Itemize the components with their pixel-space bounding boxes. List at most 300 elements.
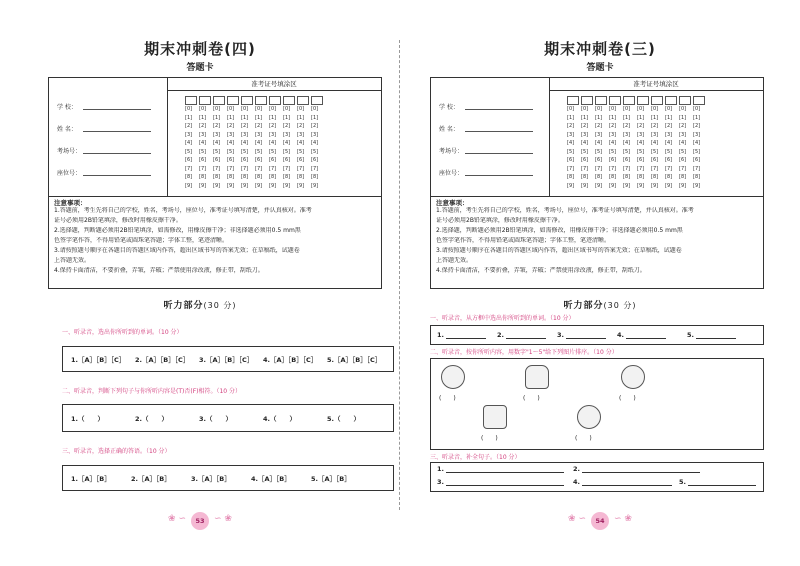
admit-number-column[interactable] [213,96,227,190]
q3-answer-4[interactable]: 4.［A］［B］ [251,475,291,483]
seat-field[interactable] [465,175,533,176]
digit-bubble[interactable]: [7] [595,165,603,172]
admit-number-column[interactable] [679,96,693,190]
digit-bubble[interactable]: [3] [311,131,319,138]
admit-number-column[interactable] [255,96,269,190]
picture-5-paren[interactable]: ( ) [575,435,592,442]
digit-bubble[interactable]: [7] [651,165,659,172]
digit-bubble[interactable]: [8] [665,174,673,180]
digit-bubble[interactable]: [1] [297,114,305,121]
admit-number-column[interactable] [693,96,707,190]
digit-bubble[interactable]: [3] [567,131,575,138]
digit-bubble[interactable]: [6] [637,157,645,163]
digit-bubble[interactable]: [7] [199,165,207,172]
digit-bubble[interactable]: [7] [623,165,631,172]
digit-bubble[interactable]: [1] [241,114,249,121]
digit-bubble[interactable]: [1] [255,114,263,121]
digit-bubble[interactable]: [8] [651,174,659,180]
q1-answer-5[interactable]: 5.［A］［B］［C］ [327,356,382,364]
admit-number-write-box[interactable] [283,96,295,105]
q1-answer-1[interactable]: 1.［A］［B］［C］ [71,356,126,364]
digit-bubble[interactable]: [4] [693,140,701,146]
digit-bubble[interactable]: [1] [623,114,631,121]
digit-bubble[interactable]: [5] [637,148,645,155]
digit-bubble[interactable]: [4] [651,140,659,146]
digit-bubble[interactable]: [1] [679,114,687,121]
digit-bubble[interactable]: [5] [679,148,687,155]
digit-bubble[interactable]: [8] [679,174,687,180]
q3-blank-1[interactable] [446,472,564,473]
q2-answer-5[interactable]: 5.（ ） [327,415,360,423]
admit-number-column[interactable] [283,96,297,190]
admit-number-write-box[interactable] [185,96,197,105]
digit-bubble[interactable]: [2] [227,123,235,129]
admit-number-write-box[interactable] [679,96,691,105]
admit-number-write-box[interactable] [637,96,649,105]
digit-bubble[interactable]: [0] [241,106,249,112]
digit-bubble[interactable]: [0] [595,106,603,112]
digit-bubble[interactable]: [5] [269,148,277,155]
digit-bubble[interactable]: [1] [637,114,645,121]
digit-bubble[interactable]: [7] [241,165,249,172]
q2-answer-1[interactable]: 1.（ ） [71,415,104,423]
digit-bubble[interactable]: [2] [241,123,249,129]
digit-bubble[interactable]: [6] [283,157,291,163]
digit-bubble[interactable]: [6] [199,157,207,163]
admit-number-column[interactable] [637,96,651,190]
digit-bubble[interactable]: [9] [213,182,221,189]
admit-number-write-box[interactable] [297,96,309,105]
digit-bubble[interactable]: [9] [241,182,249,189]
digit-bubble[interactable]: [5] [623,148,631,155]
digit-bubble[interactable]: [6] [227,157,235,163]
digit-bubble[interactable]: [6] [679,157,687,163]
question-3-title: 三、听录音，选择正确的答语。（10 分） [62,448,171,455]
digit-bubble[interactable]: [9] [269,182,277,189]
digit-bubble[interactable]: [8] [693,174,701,180]
digit-bubble[interactable]: [7] [297,165,305,172]
q3-blank-5[interactable] [688,485,756,486]
digit-bubble[interactable]: [8] [311,174,319,180]
digit-bubble[interactable]: [0] [581,106,589,112]
admit-number-title: 准考证号填涂区 [167,78,381,91]
picture-4-icon [483,405,507,429]
digit-bubble[interactable]: [5] [241,148,249,155]
digit-bubble[interactable]: [2] [637,123,645,129]
admit-number-write-box[interactable] [241,96,253,105]
question-3-title: 三、听录音，补全句子。（10 分） [430,454,521,461]
admit-number-write-box[interactable] [609,96,621,105]
digit-bubble[interactable]: [9] [679,182,687,189]
exam-room-field[interactable] [83,153,151,154]
digit-bubble[interactable]: [7] [679,165,687,172]
digit-bubble[interactable]: [7] [269,165,277,172]
digit-bubble[interactable]: [8] [227,174,235,180]
digit-bubble[interactable]: [1] [283,114,291,121]
digit-bubble[interactable]: [6] [693,157,701,163]
q1-answer-4[interactable]: 4.［A］［B］［C］ [263,356,318,364]
notice-box [48,195,382,289]
digit-bubble[interactable]: [8] [269,174,277,180]
name-field[interactable] [465,131,533,132]
digit-bubble[interactable]: [2] [567,123,575,129]
digit-bubble[interactable]: [6] [581,157,589,163]
digit-bubble[interactable]: [3] [665,131,673,138]
digit-bubble[interactable]: [5] [567,148,575,155]
digit-bubble[interactable]: [9] [637,182,645,189]
digit-bubble[interactable]: [3] [255,131,263,138]
digit-bubble[interactable]: [2] [651,123,659,129]
q1-answer-2: 2. [497,331,504,339]
digit-bubble[interactable]: [5] [227,148,235,155]
digit-bubble[interactable]: [0] [693,106,701,112]
question-2-title: 二、听录音，按你所听内容，用数字"1～5"给下列图片排序。（10 分） [430,349,618,356]
digit-bubble[interactable]: [8] [609,174,617,180]
name-field[interactable] [83,131,151,132]
digit-bubble[interactable]: [1] [567,114,575,121]
q1-answer-2[interactable]: 2.［A］［B］［C］ [135,356,190,364]
q1-blank-3[interactable] [566,338,606,339]
admit-number-column[interactable] [199,96,213,190]
digit-bubble[interactable]: [0] [283,106,291,112]
digit-bubble[interactable]: [0] [609,106,617,112]
digit-bubble[interactable]: [1] [227,114,235,121]
q1-answer-4: 4. [617,331,624,339]
digit-bubble[interactable]: [0] [665,106,673,112]
digit-bubble[interactable]: [5] [665,148,673,155]
digit-bubble[interactable]: [3] [651,131,659,138]
digit-bubble[interactable]: [5] [199,148,207,155]
digit-bubble[interactable]: [0] [255,106,263,112]
digit-bubble[interactable]: [2] [693,123,701,129]
admit-number-column[interactable] [185,96,199,190]
page-number-flower: 54 [591,512,609,530]
admit-number-write-box[interactable] [595,96,607,105]
picture-2-icon [525,365,549,389]
digit-bubble[interactable]: [0] [679,106,687,112]
admit-number-column[interactable] [269,96,283,190]
digit-bubble[interactable]: [0] [269,106,277,112]
digit-bubble[interactable]: [5] [185,148,193,155]
q2-answer-4[interactable]: 4.（ ） [263,415,296,423]
digit-bubble[interactable]: [7] [693,165,701,172]
q3-blank-4[interactable] [582,485,672,486]
digit-bubble[interactable]: [6] [241,157,249,163]
digit-bubble[interactable]: [6] [567,157,575,163]
exam-room-field[interactable] [465,153,533,154]
digit-bubble[interactable]: [2] [213,123,221,129]
admit-number-write-box[interactable] [213,96,225,105]
digit-bubble[interactable]: [8] [255,174,263,180]
q3-blank-3[interactable] [446,485,564,486]
digit-bubble[interactable]: [0] [227,106,235,112]
seat-field[interactable] [83,175,151,176]
digit-bubble[interactable]: [6] [609,157,617,163]
digit-bubble[interactable]: [8] [241,174,249,180]
page-title: 期末冲刺卷(四) [144,40,256,58]
digit-bubble[interactable]: [5] [283,148,291,155]
digit-bubble[interactable]: [3] [199,131,207,138]
digit-bubble[interactable]: [6] [311,157,319,163]
digit-bubble[interactable]: [9] [651,182,659,189]
digit-bubble[interactable]: [7] [185,165,193,172]
digit-bubble[interactable]: [4] [581,140,589,146]
page-number: ❀ ∽ 54 ∽ ❀ [400,508,800,530]
admit-number-write-box[interactable] [227,96,239,105]
digit-bubble[interactable]: [0] [185,106,193,112]
q1-answer-3[interactable]: 3.［A］［B］［C］ [199,356,254,364]
page-number-flower: 53 [191,512,209,530]
q2-answer-3[interactable]: 3.（ ） [199,415,232,423]
digit-bubble[interactable]: [3] [609,131,617,138]
digit-bubble[interactable]: [4] [283,140,291,146]
q2-answer-2[interactable]: 2.（ ） [135,415,168,423]
digit-bubble[interactable]: [7] [213,165,221,172]
digit-bubble[interactable]: [2] [581,123,589,129]
digit-bubble[interactable]: [5] [297,148,305,155]
digit-bubble[interactable]: [3] [679,131,687,138]
digit-bubble[interactable]: [4] [665,140,673,146]
q1-blank-2[interactable] [506,338,546,339]
admit-number-column[interactable] [665,96,679,190]
digit-bubble[interactable]: [1] [213,114,221,121]
digit-bubble[interactable]: [8] [637,174,645,180]
admit-number-column[interactable] [241,96,255,190]
digit-bubble[interactable]: [3] [595,131,603,138]
digit-bubble[interactable]: [4] [255,140,263,146]
digit-bubble[interactable]: [7] [637,165,645,172]
digit-bubble[interactable]: [4] [637,140,645,146]
digit-bubble[interactable]: [5] [311,148,319,155]
digit-bubble[interactable]: [2] [283,123,291,129]
digit-bubble[interactable]: [9] [595,182,603,189]
q3-answer-2: 2. [573,465,580,473]
digit-bubble[interactable]: [8] [199,174,207,180]
admit-number-write-box[interactable] [199,96,211,105]
digit-bubble[interactable]: [4] [623,140,631,146]
digit-bubble[interactable]: [5] [651,148,659,155]
picture-4-paren[interactable]: ( ) [481,435,498,442]
notice-box [430,195,764,289]
digit-bubble[interactable]: [0] [623,106,631,112]
picture-3-paren[interactable]: ( ) [619,395,636,402]
notice-line: 3.请按照题号顺序在各题目的答题区域内作答，超出区域书写的答案无效；在草稿纸，试题卷 [54,247,300,254]
digit-bubble[interactable]: [4] [241,140,249,146]
digit-bubble[interactable]: [5] [609,148,617,155]
q3-answer-5[interactable]: 5.［A］［B］ [311,475,351,483]
digit-bubble[interactable]: [3] [693,131,701,138]
digit-bubble[interactable]: [3] [269,131,277,138]
digit-bubble[interactable]: [5] [213,148,221,155]
digit-bubble[interactable]: [4] [297,140,305,146]
digit-bubble[interactable]: [8] [623,174,631,180]
digit-bubble[interactable]: [4] [311,140,319,146]
admit-number-write-box[interactable] [665,96,677,105]
digit-bubble[interactable]: [0] [297,106,305,112]
digit-bubble[interactable]: [3] [185,131,193,138]
digit-bubble[interactable]: [8] [581,174,589,180]
digit-bubble[interactable]: [2] [255,123,263,129]
digit-bubble[interactable]: [8] [297,174,305,180]
admit-number-write-box[interactable] [567,96,579,105]
picture-2-paren[interactable]: ( ) [523,395,540,402]
digit-bubble[interactable]: [2] [297,123,305,129]
digit-bubble[interactable]: [1] [185,114,193,121]
digit-bubble[interactable]: [4] [595,140,603,146]
digit-bubble[interactable]: [4] [213,140,221,146]
q1-blank-5[interactable] [696,338,736,339]
digit-bubble[interactable]: [8] [283,174,291,180]
digit-bubble[interactable]: [6] [651,157,659,163]
digit-bubble[interactable]: [2] [199,123,207,129]
digit-bubble[interactable]: [7] [283,165,291,172]
digit-bubble[interactable]: [6] [297,157,305,163]
digit-bubble[interactable]: [7] [609,165,617,172]
digit-bubble[interactable]: [6] [595,157,603,163]
digit-bubble[interactable]: [9] [609,182,617,189]
digit-bubble[interactable]: [3] [297,131,305,138]
digit-bubble[interactable]: [9] [623,182,631,189]
digit-bubble[interactable]: [6] [269,157,277,163]
digit-bubble[interactable]: [4] [185,140,193,146]
digit-bubble[interactable]: [1] [609,114,617,121]
admit-number-write-box[interactable] [255,96,267,105]
digit-bubble[interactable]: [1] [199,114,207,121]
q3-answer-1[interactable]: 1.［A］［B］ [71,475,111,483]
notice-line: 上答题无效。 [54,257,91,264]
digit-bubble[interactable]: [8] [595,174,603,180]
admit-number-write-box[interactable] [581,96,593,105]
digit-bubble[interactable]: [3] [227,131,235,138]
q1-blank-4[interactable] [626,338,666,339]
digit-bubble[interactable]: [3] [241,131,249,138]
picture-1-paren[interactable]: ( ) [439,395,456,402]
digit-bubble[interactable]: [7] [567,165,575,172]
admit-number-write-box[interactable] [651,96,663,105]
digit-bubble[interactable]: [9] [185,182,193,189]
digit-bubble[interactable]: [7] [665,165,673,172]
digit-bubble[interactable]: [1] [311,114,319,121]
notice-line: 4.保持卡面清洁，不要折叠，弄皱，弄破；严禁使用涂改液，修正带，刮纸刀。 [436,267,646,274]
digit-bubble[interactable]: [8] [213,174,221,180]
digit-bubble[interactable]: [4] [269,140,277,146]
admit-number-column[interactable] [623,96,637,190]
digit-bubble[interactable]: [3] [283,131,291,138]
digit-bubble[interactable]: [9] [199,182,207,189]
digit-bubble[interactable]: [9] [255,182,263,189]
digit-bubble[interactable]: [2] [665,123,673,129]
digit-bubble[interactable]: [7] [311,165,319,172]
digit-bubble[interactable]: [2] [595,123,603,129]
digit-bubble[interactable]: [5] [581,148,589,155]
digit-bubble[interactable]: [9] [665,182,673,189]
digit-bubble[interactable]: [8] [185,174,193,180]
admit-number-write-box[interactable] [269,96,281,105]
digit-bubble[interactable]: [0] [311,106,319,112]
digit-bubble[interactable]: [1] [595,114,603,121]
digit-bubble[interactable]: [4] [679,140,687,146]
admit-number-column[interactable] [609,96,623,190]
digit-bubble[interactable]: [5] [595,148,603,155]
digit-bubble[interactable]: [1] [651,114,659,121]
digit-bubble[interactable]: [3] [581,131,589,138]
digit-bubble[interactable]: [2] [623,123,631,129]
school-field[interactable] [83,109,151,110]
q3-blank-2[interactable] [582,472,700,473]
digit-bubble[interactable]: [0] [199,106,207,112]
digit-bubble[interactable]: [1] [693,114,701,121]
q3-answer-2[interactable]: 2.［A］［B］ [131,475,171,483]
admit-number-column[interactable] [651,96,665,190]
picture-3-icon [621,365,645,389]
notice-line: 上答题无效。 [436,257,473,264]
digit-bubble[interactable]: [1] [581,114,589,121]
digit-bubble[interactable]: [6] [255,157,263,163]
digit-bubble[interactable]: [9] [311,182,319,189]
digit-bubble[interactable]: [9] [297,182,305,189]
admit-number-write-box[interactable] [693,96,705,105]
digit-bubble[interactable]: [7] [227,165,235,172]
q1-blank-1[interactable] [446,338,486,339]
digit-bubble[interactable]: [5] [255,148,263,155]
digit-bubble[interactable]: [8] [567,174,575,180]
admit-number-column[interactable] [581,96,595,190]
admit-number-column[interactable] [567,96,581,190]
digit-bubble[interactable]: [4] [199,140,207,146]
digit-bubble[interactable]: [5] [693,148,701,155]
q3-answer-5: 5. [679,478,686,486]
digit-bubble[interactable]: [6] [213,157,221,163]
digit-bubble[interactable]: [9] [581,182,589,189]
digit-bubble[interactable]: [3] [213,131,221,138]
admit-number-column[interactable] [595,96,609,190]
admit-number-write-box[interactable] [623,96,635,105]
digit-bubble[interactable]: [9] [227,182,235,189]
admit-number-column[interactable] [297,96,311,190]
digit-bubble[interactable]: [6] [623,157,631,163]
digit-bubble[interactable]: [1] [269,114,277,121]
digit-bubble[interactable]: [6] [185,157,193,163]
q3-answer-3[interactable]: 3.［A］［B］ [191,475,231,483]
digit-bubble[interactable]: [3] [637,131,645,138]
digit-bubble[interactable]: [2] [609,123,617,129]
school-field[interactable] [465,109,533,110]
digit-bubble[interactable]: [9] [567,182,575,189]
digit-bubble[interactable]: [0] [651,106,659,112]
digit-bubble[interactable]: [2] [269,123,277,129]
digit-bubble[interactable]: [2] [679,123,687,129]
digit-bubble[interactable]: [9] [693,182,701,189]
digit-bubble[interactable]: [2] [311,123,319,129]
digit-bubble[interactable]: [2] [185,123,193,129]
digit-bubble[interactable]: [4] [609,140,617,146]
admit-number-column[interactable] [227,96,241,190]
digit-bubble[interactable]: [9] [283,182,291,189]
digit-bubble[interactable]: [7] [581,165,589,172]
digit-bubble[interactable]: [4] [227,140,235,146]
digit-bubble[interactable]: [0] [213,106,221,112]
digit-bubble[interactable]: [6] [665,157,673,163]
digit-bubble[interactable]: [0] [567,106,575,112]
admit-number-write-box[interactable] [311,96,323,105]
digit-bubble[interactable]: [7] [255,165,263,172]
digit-bubble[interactable]: [4] [567,140,575,146]
school-label: 学 校： [57,104,77,111]
admit-number-column[interactable] [311,96,325,190]
digit-bubble[interactable]: [3] [623,131,631,138]
digit-bubble[interactable]: [0] [637,106,645,112]
digit-bubble[interactable]: [1] [665,114,673,121]
